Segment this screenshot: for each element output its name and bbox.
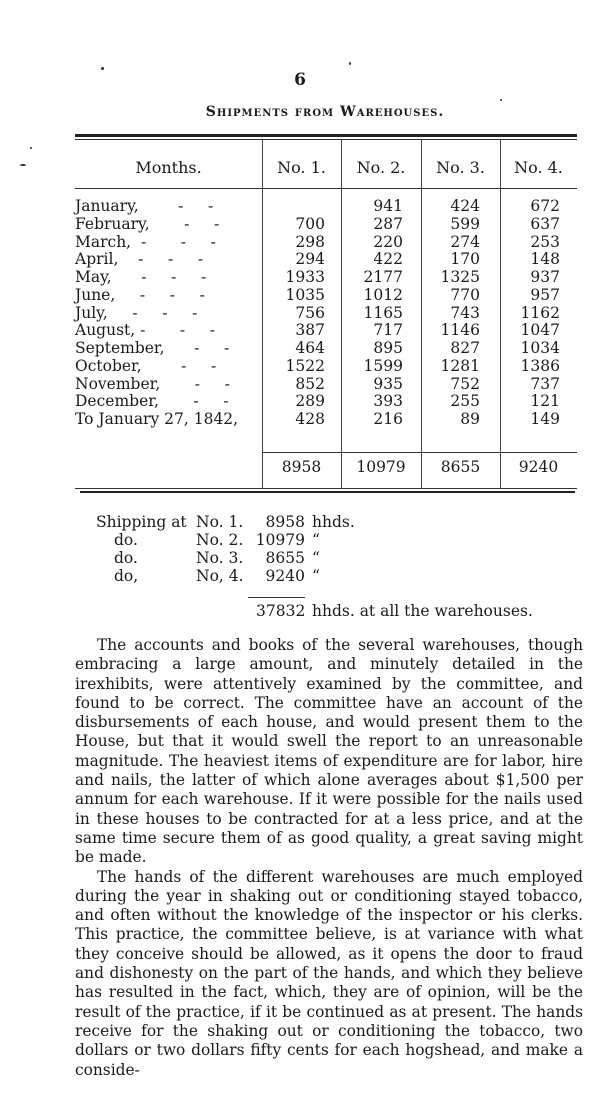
summary-label: do, [114,567,139,585]
page-number: 6 [294,70,306,90]
cell-no2: 717 [373,321,403,340]
cell-no1: 428 [295,410,325,428]
month-cell: April, - - - [75,250,204,269]
summary-amount: 9240 [265,567,305,585]
cell-no2: 1165 [363,303,403,322]
cell-no4: 1034 [520,339,560,357]
cell-no3: 1146 [440,321,480,340]
body-text [75,636,583,1080]
total-no4: 9240 [518,458,559,476]
cell-no1: 756 [295,303,325,322]
cell-no4: 148 [530,250,560,269]
table-row [75,304,576,322]
cell-no2: 422 [373,250,403,269]
month-cell: May, - - - [75,268,207,286]
table-top-rule-inner [75,139,577,140]
table-bottom-rule-inner [75,488,577,489]
summary-unit: “ [312,567,320,585]
table-row [75,268,576,286]
total-no2: 10979 [356,458,406,476]
table-row [75,410,576,428]
month-cell: March, - - - [75,232,216,251]
scan-speck [20,164,26,166]
summary-unit: hhds. [312,513,355,531]
table-row [75,250,576,268]
cell-no3: 170 [450,250,480,269]
cell-no4: 253 [530,232,560,251]
month-cell: November, - - [75,374,230,393]
cell-no1: 1522 [285,356,325,375]
month-cell: December, - - [75,392,229,411]
scan-speck [349,62,351,65]
summary-unit: “ [312,531,320,549]
cell-no3: 274 [450,232,480,251]
month-cell: October, - - [75,356,217,375]
column-header-no4: No. 4. [514,158,563,177]
cell-no2: 895 [373,339,403,357]
table-row [75,375,576,393]
cell-no4: 957 [530,285,560,304]
column-header-months: Months. [135,158,202,177]
cell-no3: 827 [450,339,480,357]
month-cell: September, - - [75,339,230,357]
total-no3: 8655 [440,458,481,476]
summary-amount: 8655 [265,549,305,567]
cell-no3: 89 [460,410,480,428]
summary-label: do. [114,549,138,567]
table-row [75,339,576,357]
cell-no4: 149 [530,410,560,428]
cell-no4: 637 [530,214,560,233]
cell-no1: 1933 [285,268,325,286]
table-row [75,233,576,251]
summary-house: No. 1. [196,513,244,531]
grand-total: 37832 [256,602,306,620]
cell-no1: 464 [295,339,325,357]
column-header-no3: No. 3. [436,158,485,177]
table-row [75,357,576,375]
cell-no3: 1325 [440,268,480,286]
cell-no2: 941 [373,197,403,215]
table-top-rule [75,134,577,137]
month-cell: August, - - - [75,321,215,340]
cell-no2: 1012 [363,285,403,304]
summary-sum-rule [248,597,305,598]
table-row [75,321,576,339]
summary-house: No. 3. [196,549,244,567]
month-cell: To January 27, 1842, [75,410,239,428]
cell-no2: 2177 [363,268,403,286]
scan-speck [30,147,32,149]
month-cell: January, - - [75,197,214,215]
table-bottom-rule [80,491,575,493]
scan-speck [500,99,502,101]
cell-no2: 935 [373,374,403,393]
summary-label: Shipping at [96,513,187,531]
cell-no3: 255 [450,392,480,411]
cell-no2: 216 [373,410,403,428]
column-header-no1: No. 1. [277,158,326,177]
cell-no3: 743 [450,303,480,322]
summary-amount: 8958 [265,513,305,531]
month-cell: June, - - - [75,285,205,304]
cell-no4: 1162 [520,303,560,322]
cell-no2: 1599 [363,356,403,375]
total-no1: 8958 [281,458,322,476]
cell-no4: 937 [530,268,560,286]
cell-no2: 287 [373,214,403,233]
cell-no1: 700 [295,214,325,233]
table-row [75,215,576,233]
header-bottom-rule [75,188,577,189]
summary-unit: “ [312,549,320,567]
cell-no4: 1386 [520,356,560,375]
cell-no4: 121 [530,392,560,411]
table-row [75,197,576,215]
summary-amount: 10979 [255,531,305,549]
cell-no1: 852 [295,374,325,393]
cell-no3: 770 [450,285,480,304]
paragraph: The hands of the different warehouses are much employed during the year in shaking out or conditioning stayed tobacco, and often without the knowledge of the inspector or his clerks. This practice, the committee believe, is at variance with what they conceive should be allowed, as it opens the door to fraud and dishonesty on the part of the hands, and which they believe has resulted in the fact, which, they are of opinion, will be the result of the practice, if it be continued as at present. The hands receive for the shaking out or conditioning the tobacco, two dollars or two dollars fifty cents for each hogshead, and make a conside- [75,867,583,1079]
paragraph: The accounts and books of the several warehouses, though embracing a large amount, and minutely detailed in the irexhibits, were attentively examined by the committee, and found to be correct. The committee have an account of the disbursements of each house, and would present them to the House, but that it would swell the report to an unreasonable magnitude. The heaviest items of expenditure are for labor, hire and nails, the latter of which alone averages about $1,500 per annum for each warehouse. If it were possible for the nails used in these houses to be contracted for at a less price, and at the same time secure them of as good quality, a great saving might be made. [75,636,583,867]
table-row [75,286,576,304]
column-header-no2: No. 2. [356,158,406,177]
summary-house: No, 4. [196,567,244,585]
cell-no4: 1047 [520,321,560,340]
cell-no4: 737 [530,374,560,393]
cell-no3: 424 [450,197,480,215]
cell-no3: 599 [450,214,480,233]
cell-no1: 298 [295,232,325,251]
cell-no4: 672 [530,197,560,215]
summary-label: do. [114,531,138,549]
totals-top-rule [262,452,577,453]
cell-no3: 1281 [440,356,480,375]
month-cell: July, - - - [75,303,198,322]
table-title: Shipments from Warehouses. [205,104,445,120]
cell-no1: 294 [295,250,325,269]
cell-no2: 393 [373,392,403,411]
grand-total-text: hhds. at all the warehouses. [312,602,533,620]
month-cell: February, - - [75,214,220,233]
cell-no1: 387 [295,321,325,340]
cell-no1: 289 [295,392,325,411]
table-row [75,392,576,410]
cell-no2: 220 [373,232,403,251]
cell-no1: 1035 [285,285,325,304]
cell-no3: 752 [450,374,480,393]
summary-house: No. 2. [196,531,244,549]
